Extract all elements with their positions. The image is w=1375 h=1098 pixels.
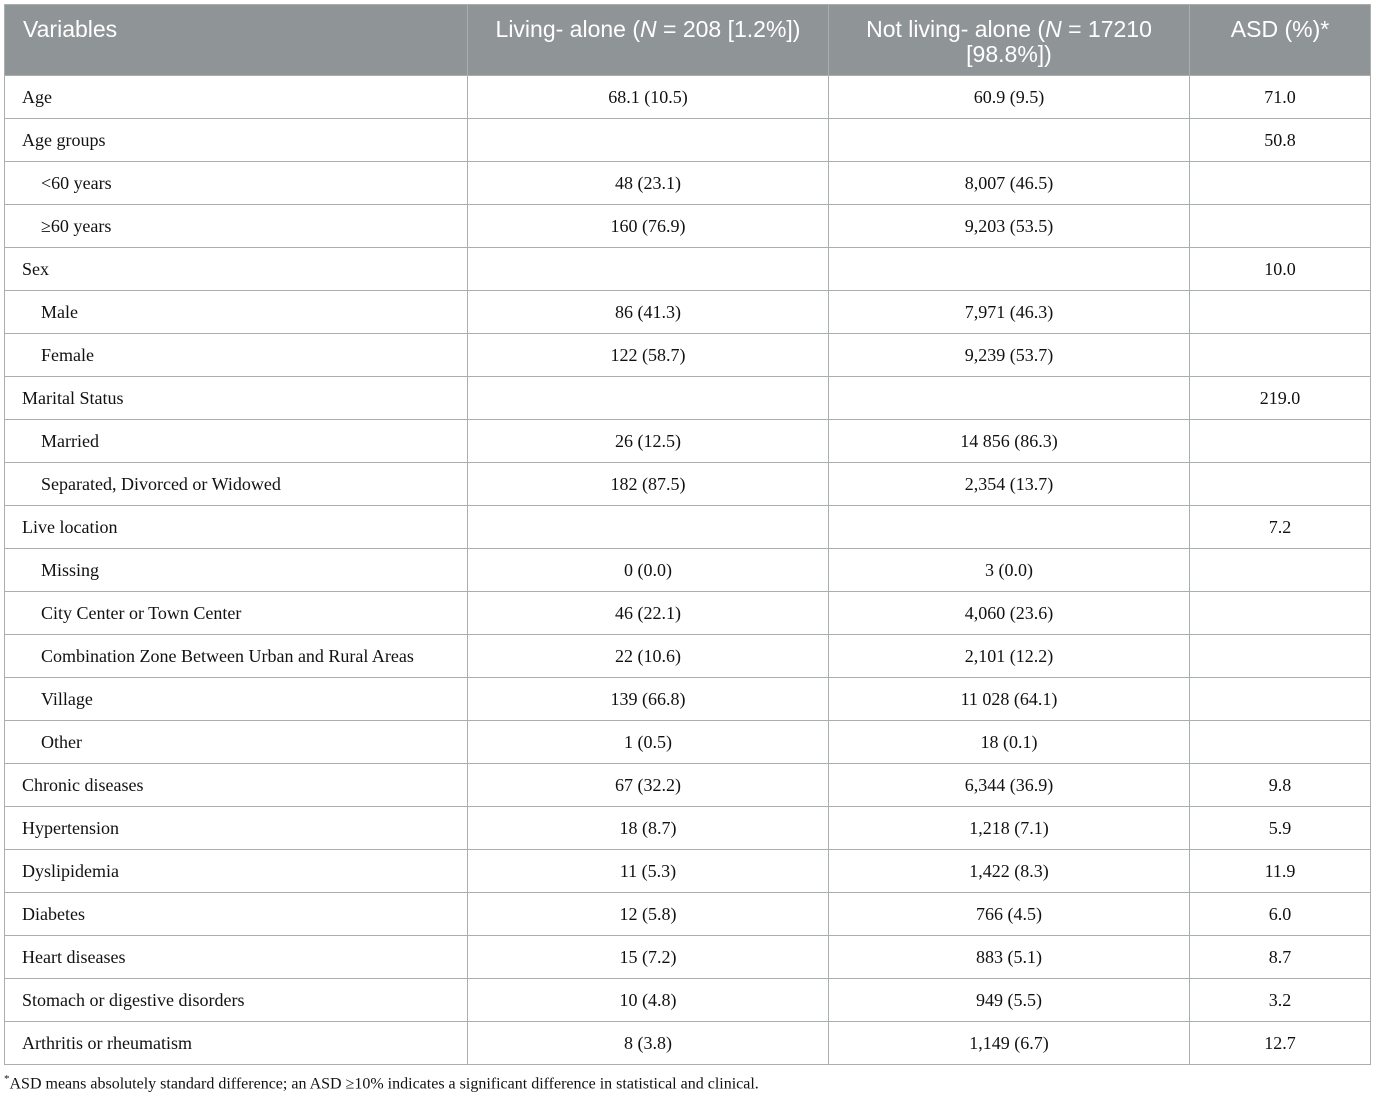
cell-living-alone: 1 (0.5) xyxy=(468,721,829,764)
cell-living-alone: 86 (41.3) xyxy=(468,291,829,334)
cell-living-alone xyxy=(468,119,829,162)
cell-variable: Sex xyxy=(5,248,468,291)
cell-variable: Combination Zone Between Urban and Rural Areas xyxy=(5,635,468,678)
header-asd-label: ASD (%)* xyxy=(1230,16,1330,42)
cell-not-living-alone: 60.9 (9.5) xyxy=(829,76,1190,119)
table-row xyxy=(5,162,1371,205)
table-row xyxy=(5,807,1371,850)
cell-variable: Chronic diseases xyxy=(5,764,468,807)
cell-variable: Marital Status xyxy=(5,377,468,420)
cell-variable: Age groups xyxy=(5,119,468,162)
cell-not-living-alone: 11 028 (64.1) xyxy=(829,678,1190,721)
table-row xyxy=(5,764,1371,807)
cell-living-alone: 160 (76.9) xyxy=(468,205,829,248)
cell-not-living-alone: 1,149 (6.7) xyxy=(829,1022,1190,1065)
demographics-table xyxy=(4,4,1371,1065)
cell-living-alone: 8 (3.8) xyxy=(468,1022,829,1065)
cell-variable: Separated, Divorced or Widowed xyxy=(5,463,468,506)
table-row xyxy=(5,205,1371,248)
cell-variable: Stomach or digestive disorders xyxy=(5,979,468,1022)
cell-asd: 5.9 xyxy=(1190,807,1371,850)
cell-asd xyxy=(1190,162,1371,205)
cell-asd: 3.2 xyxy=(1190,979,1371,1022)
cell-living-alone: 22 (10.6) xyxy=(468,635,829,678)
table-row xyxy=(5,893,1371,936)
cell-variable: Married xyxy=(5,420,468,463)
cell-variable: <60 years xyxy=(5,162,468,205)
table-row xyxy=(5,420,1371,463)
cell-living-alone: 122 (58.7) xyxy=(468,334,829,377)
table-row xyxy=(5,334,1371,377)
cell-not-living-alone: 9,203 (53.5) xyxy=(829,205,1190,248)
header-living-alone-n: N xyxy=(640,16,657,42)
cell-asd: 10.0 xyxy=(1190,248,1371,291)
cell-variable: City Center or Town Center xyxy=(5,592,468,635)
cell-asd: 71.0 xyxy=(1190,76,1371,119)
cell-not-living-alone: 883 (5.1) xyxy=(829,936,1190,979)
cell-living-alone: 68.1 (10.5) xyxy=(468,76,829,119)
header-asd xyxy=(1190,5,1371,76)
cell-living-alone: 139 (66.8) xyxy=(468,678,829,721)
cell-not-living-alone: 8,007 (46.5) xyxy=(829,162,1190,205)
cell-variable: Other xyxy=(5,721,468,764)
cell-asd xyxy=(1190,635,1371,678)
header-not-living-alone xyxy=(829,5,1190,76)
cell-living-alone: 15 (7.2) xyxy=(468,936,829,979)
header-not-living-alone-suffix: = 17210 [98.8%]) xyxy=(966,16,1152,67)
cell-living-alone xyxy=(468,506,829,549)
cell-asd: 219.0 xyxy=(1190,377,1371,420)
cell-variable: Diabetes xyxy=(5,893,468,936)
cell-living-alone xyxy=(468,377,829,420)
header-living-alone xyxy=(468,5,829,76)
cell-not-living-alone: 14 856 (86.3) xyxy=(829,420,1190,463)
cell-living-alone: 46 (22.1) xyxy=(468,592,829,635)
cell-living-alone: 11 (5.3) xyxy=(468,850,829,893)
cell-not-living-alone: 4,060 (23.6) xyxy=(829,592,1190,635)
table-row xyxy=(5,248,1371,291)
table-row xyxy=(5,979,1371,1022)
cell-variable: Female xyxy=(5,334,468,377)
cell-asd xyxy=(1190,291,1371,334)
header-variables xyxy=(5,5,468,76)
table-row xyxy=(5,291,1371,334)
cell-living-alone: 18 (8.7) xyxy=(468,807,829,850)
header-not-living-alone-prefix: Not living- alone ( xyxy=(866,16,1046,42)
cell-living-alone: 12 (5.8) xyxy=(468,893,829,936)
cell-asd xyxy=(1190,721,1371,764)
cell-asd xyxy=(1190,592,1371,635)
header-variables-label: Variables xyxy=(23,16,118,42)
cell-not-living-alone: 6,344 (36.9) xyxy=(829,764,1190,807)
header-living-alone-prefix: Living- alone ( xyxy=(495,16,640,42)
table-row xyxy=(5,850,1371,893)
header-living-alone-label xyxy=(482,5,814,42)
table-row xyxy=(5,635,1371,678)
cell-not-living-alone: 2,354 (13.7) xyxy=(829,463,1190,506)
cell-not-living-alone xyxy=(829,119,1190,162)
cell-variable: Heart diseases xyxy=(5,936,468,979)
cell-asd: 6.0 xyxy=(1190,893,1371,936)
cell-asd xyxy=(1190,463,1371,506)
cell-asd: 50.8 xyxy=(1190,119,1371,162)
footnote-marker: * xyxy=(4,1073,10,1085)
cell-living-alone: 10 (4.8) xyxy=(468,979,829,1022)
cell-not-living-alone: 7,971 (46.3) xyxy=(829,291,1190,334)
header-living-alone-suffix: = 208 [1.2%]) xyxy=(656,16,801,42)
cell-living-alone: 26 (12.5) xyxy=(468,420,829,463)
cell-living-alone xyxy=(468,248,829,291)
cell-asd xyxy=(1190,334,1371,377)
cell-asd xyxy=(1190,549,1371,592)
header-not-living-alone-label xyxy=(843,5,1175,67)
cell-not-living-alone xyxy=(829,248,1190,291)
cell-living-alone: 0 (0.0) xyxy=(468,549,829,592)
table-row xyxy=(5,1022,1371,1065)
footnote-text: ASD means absolutely standard difference; an ASD ≥10% indicates a significant difference in statistical and clinical. xyxy=(9,1075,759,1093)
cell-asd: 11.9 xyxy=(1190,850,1371,893)
cell-living-alone: 182 (87.5) xyxy=(468,463,829,506)
cell-asd xyxy=(1190,420,1371,463)
table-footnote xyxy=(4,1073,759,1093)
cell-not-living-alone xyxy=(829,377,1190,420)
table-row xyxy=(5,936,1371,979)
table-body xyxy=(5,76,1371,1065)
table-container xyxy=(4,4,1370,1065)
cell-living-alone: 48 (23.1) xyxy=(468,162,829,205)
header-not-living-alone-n: N xyxy=(1045,16,1062,42)
cell-asd: 12.7 xyxy=(1190,1022,1371,1065)
cell-not-living-alone: 949 (5.5) xyxy=(829,979,1190,1022)
cell-variable: ≥60 years xyxy=(5,205,468,248)
cell-not-living-alone: 18 (0.1) xyxy=(829,721,1190,764)
table-row xyxy=(5,463,1371,506)
table-row xyxy=(5,506,1371,549)
cell-not-living-alone: 2,101 (12.2) xyxy=(829,635,1190,678)
table-row xyxy=(5,721,1371,764)
cell-variable: Live location xyxy=(5,506,468,549)
cell-variable: Village xyxy=(5,678,468,721)
cell-asd xyxy=(1190,678,1371,721)
table-header xyxy=(5,5,1371,76)
cell-asd: 9.8 xyxy=(1190,764,1371,807)
cell-variable: Hypertension xyxy=(5,807,468,850)
table-row xyxy=(5,592,1371,635)
table-row xyxy=(5,76,1371,119)
cell-not-living-alone: 3 (0.0) xyxy=(829,549,1190,592)
header-row xyxy=(5,5,1371,76)
cell-not-living-alone xyxy=(829,506,1190,549)
cell-variable: Male xyxy=(5,291,468,334)
cell-variable: Arthritis or rheumatism xyxy=(5,1022,468,1065)
cell-not-living-alone: 766 (4.5) xyxy=(829,893,1190,936)
cell-variable: Dyslipidemia xyxy=(5,850,468,893)
table-row xyxy=(5,377,1371,420)
table-row xyxy=(5,678,1371,721)
cell-asd xyxy=(1190,205,1371,248)
cell-living-alone: 67 (32.2) xyxy=(468,764,829,807)
table-row xyxy=(5,119,1371,162)
cell-not-living-alone: 1,218 (7.1) xyxy=(829,807,1190,850)
cell-variable: Age xyxy=(5,76,468,119)
cell-not-living-alone: 1,422 (8.3) xyxy=(829,850,1190,893)
cell-asd: 7.2 xyxy=(1190,506,1371,549)
table-row xyxy=(5,549,1371,592)
cell-variable: Missing xyxy=(5,549,468,592)
cell-asd: 8.7 xyxy=(1190,936,1371,979)
cell-not-living-alone: 9,239 (53.7) xyxy=(829,334,1190,377)
